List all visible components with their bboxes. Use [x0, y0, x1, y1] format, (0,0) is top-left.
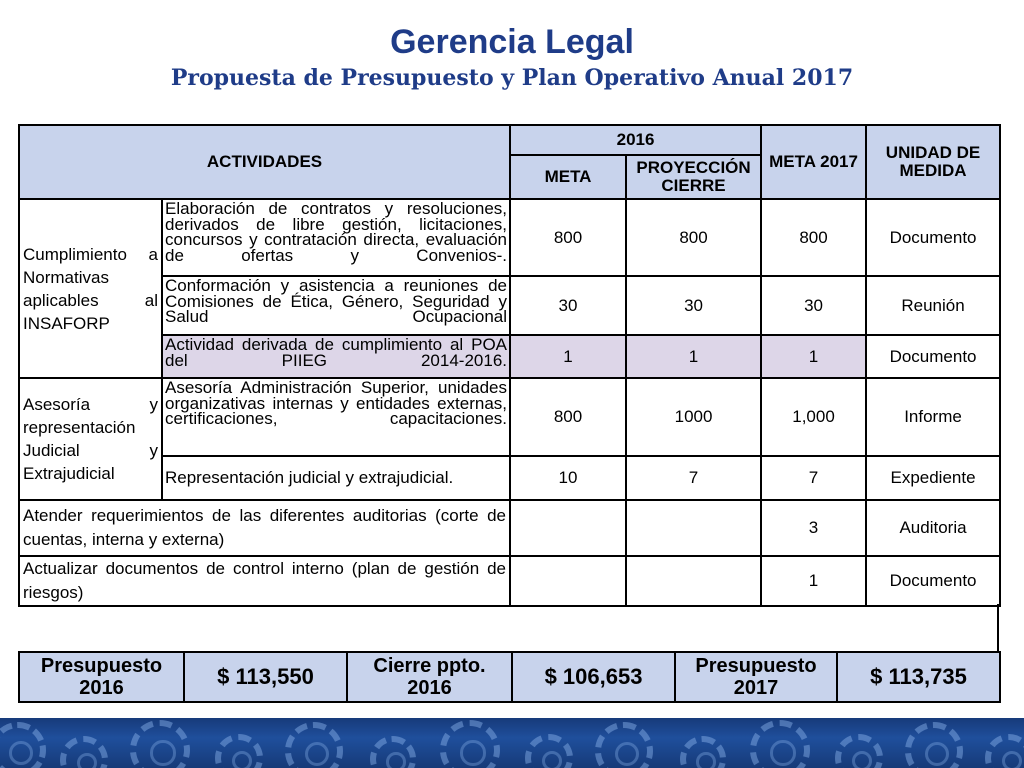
- gear-icon: [60, 736, 108, 768]
- meta-2017-cell: 3: [761, 500, 866, 556]
- unidad-cell: Reunión: [866, 276, 1000, 335]
- gear-icon: [750, 720, 810, 768]
- gear-icon: [525, 734, 573, 768]
- slide-title: Gerencia Legal: [390, 23, 634, 61]
- budget-2017-label: Presupuesto 2017: [675, 652, 837, 702]
- gear-icon: [0, 722, 46, 768]
- meta-cell: 800: [510, 199, 626, 276]
- header-2016: 2016: [510, 125, 761, 155]
- meta-cell: [510, 500, 626, 556]
- table-row: [19, 500, 1000, 556]
- unidad-cell: Documento: [866, 556, 1000, 606]
- activity-cell: Actualizar documentos de control interno (plan de gestión de riesgos): [19, 556, 510, 606]
- meta-cell: 800: [510, 378, 626, 456]
- proyeccion-cell: 1: [626, 335, 761, 378]
- unidad-cell: Informe: [866, 378, 1000, 456]
- header-proyeccion-cierre: PROYECCIÓN CIERRE: [626, 155, 761, 199]
- budget-summary: [18, 651, 1001, 703]
- activity-cell: Atender requerimientos de las diferentes auditorias (corte de cuentas, interna y externa): [19, 500, 510, 556]
- meta-cell: 1: [510, 335, 626, 378]
- gear-icon: [680, 736, 726, 768]
- gear-icon: [985, 734, 1024, 768]
- table-row-highlighted: [19, 335, 1000, 378]
- meta-cell: [510, 556, 626, 606]
- budget-2017-value: $ 113,735: [837, 652, 1000, 702]
- activity-cell: Elaboración de contratos y resoluciones, derivados de libre gestión, licitaciones, concursos y contratación directa, evaluación de ofertas y Convenios-.: [162, 199, 510, 276]
- category-asesoria: Asesoría y representación Judicial y Extrajudicial: [19, 378, 162, 500]
- gear-icon: [595, 722, 653, 768]
- cierre-2016-value: $ 106,653: [512, 652, 675, 702]
- footer-gear-band: [0, 718, 1024, 768]
- cierre-2016-label: Cierre ppto. 2016: [347, 652, 512, 702]
- proyeccion-cell: 1000: [626, 378, 761, 456]
- table-row: [19, 556, 1000, 606]
- meta-2017-cell: 1: [761, 556, 866, 606]
- gear-icon: [285, 722, 343, 768]
- table-row: [19, 378, 1000, 456]
- unidad-cell: Documento: [866, 199, 1000, 276]
- budget-2016-label: Presupuesto 2016: [19, 652, 184, 702]
- unidad-cell: Expediente: [866, 456, 1000, 500]
- meta-2017-cell: 800: [761, 199, 866, 276]
- meta-2017-cell: 1,000: [761, 378, 866, 456]
- gear-icon: [370, 736, 416, 768]
- meta-2017-cell: 7: [761, 456, 866, 500]
- proyeccion-cell: [626, 556, 761, 606]
- proyeccion-cell: 7: [626, 456, 761, 500]
- gear-icon: [440, 720, 500, 768]
- budget-2016-value: $ 113,550: [184, 652, 347, 702]
- proyeccion-cell: 30: [626, 276, 761, 335]
- table-row: [19, 456, 1000, 500]
- gear-icon: [215, 734, 263, 768]
- meta-2017-cell: 30: [761, 276, 866, 335]
- gear-icon: [130, 720, 190, 768]
- header-row-1: [19, 125, 1000, 155]
- activity-cell: Actividad derivada de cumplimiento al POA del PIIEG 2014-2016.: [162, 335, 510, 378]
- activity-cell: Conformación y asistencia a reuniones de Comisiones de Ética, Género, Seguridad y Salud Ocupacional: [162, 276, 510, 335]
- poa-table: [18, 124, 1001, 607]
- proyeccion-cell: [626, 500, 761, 556]
- header-meta-2017: META 2017: [761, 125, 866, 199]
- activity-cell: Asesoría Administración Superior, unidades organizativas internas y entidades externas, certificaciones, capacitaciones.: [162, 378, 510, 456]
- unidad-cell: Auditoria: [866, 500, 1000, 556]
- frame-divider: [997, 604, 999, 652]
- meta-cell: 30: [510, 276, 626, 335]
- header-actividades: ACTIVIDADES: [19, 125, 510, 199]
- table-row: [19, 199, 1000, 276]
- slide-subtitle: Propuesta de Presupuesto y Plan Operativo Anual 2017: [170, 65, 854, 91]
- meta-cell: 10: [510, 456, 626, 500]
- gear-icon: [905, 722, 963, 768]
- gear-icon: [835, 734, 883, 768]
- header-meta: META: [510, 155, 626, 199]
- unidad-cell: Documento: [866, 335, 1000, 378]
- table-row: [19, 276, 1000, 335]
- activity-cell: Representación judicial y extrajudicial.: [162, 456, 510, 500]
- proyeccion-cell: 800: [626, 199, 761, 276]
- meta-2017-cell: 1: [761, 335, 866, 378]
- category-cumplimiento: Cumplimiento a Normativas aplicables al INSAFORP: [19, 199, 162, 378]
- header-unidad-medida: UNIDAD DE MEDIDA: [866, 125, 1000, 199]
